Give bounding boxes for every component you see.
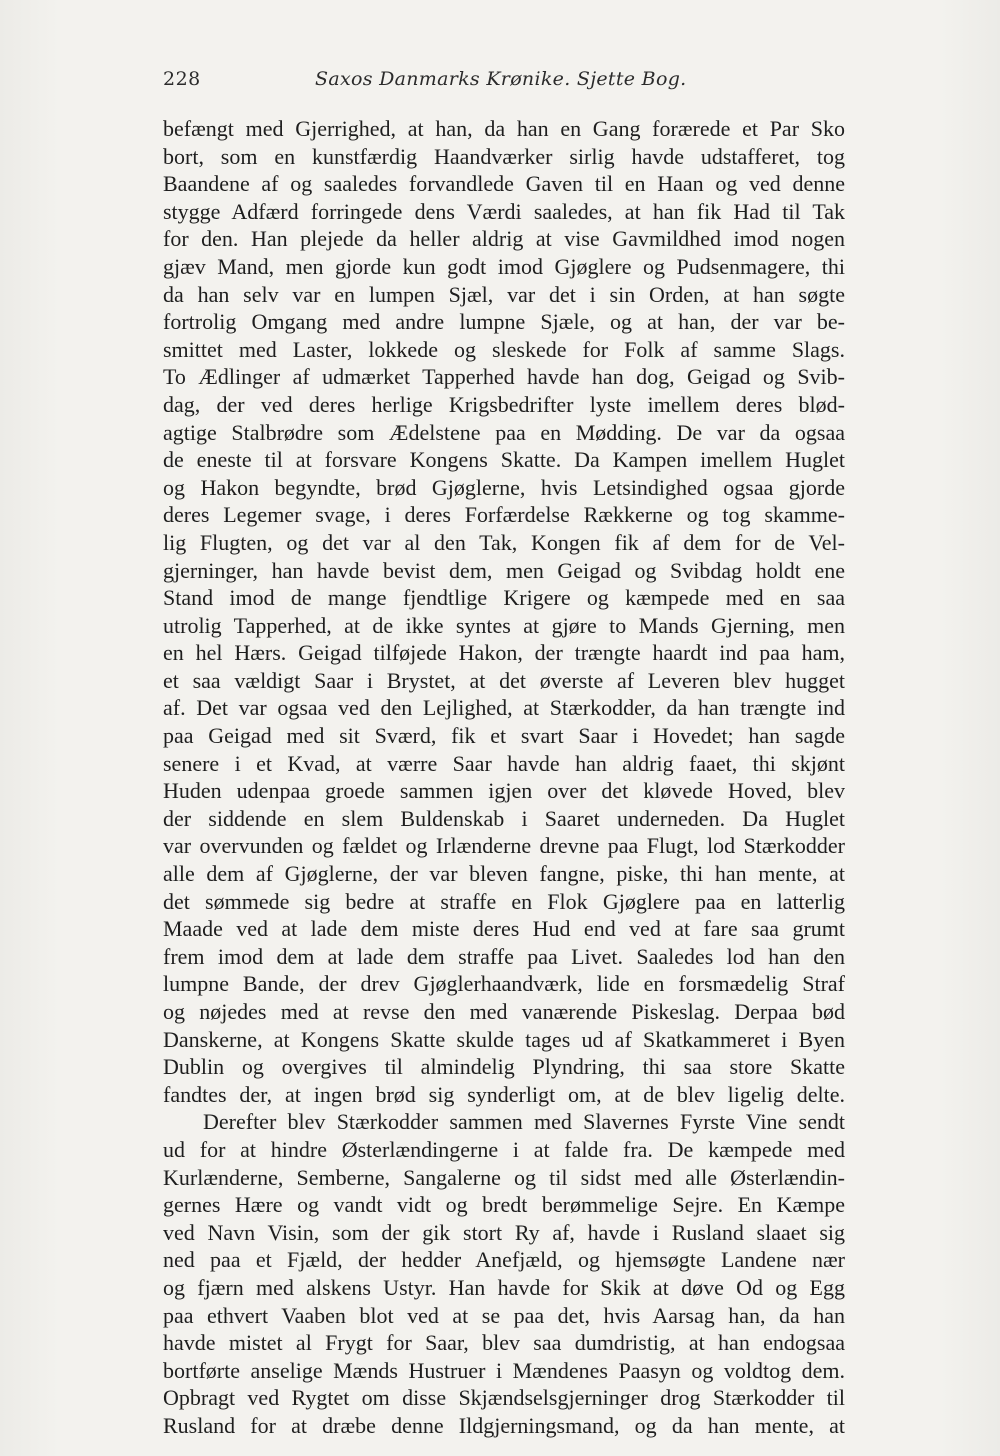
- text-line: gjæv Mand, men gjorde kun godt imod Gjøglere og Pudsenmagere, thi: [163, 253, 845, 279]
- text-line: To Ædlinger af udmærket Tapperhed havde han dog, Geigad og Svib-: [163, 364, 845, 390]
- text-line: fortrolig Omgang med andre lumpne Sjæle, og at han, der var be-: [163, 309, 845, 335]
- text-line: agtige Stalbrødre som Ædelstene paa en Mødding. De var da ogsaa: [163, 419, 845, 445]
- body-text: [163, 115, 845, 1440]
- text-line: af. Det var ogsaa ved den Lejlighed, at Stærkodder, da han trængte ind: [163, 695, 845, 721]
- text-line: befængt med Gjerrighed, at han, da han en Gang forærede et Par Sko: [163, 116, 845, 141]
- text-line: ved Navn Visin, som der gik stort Ry af, havde i Rusland slaaet sig: [163, 1219, 845, 1245]
- text-line: bortførte anselige Mænds Hustruer i Mændenes Paasyn og voldtog dem.: [163, 1357, 845, 1383]
- text-line: bort, som en kunstfærdig Haandværker sirlig havde udstafferet, tog: [163, 143, 845, 169]
- text-line: Derefter blev Stærkodder sammen med Slavernes Fyrste Vine sendt: [203, 1109, 845, 1135]
- text-line: havde mistet al Frygt for Saar, blev saa dumdristig, at han endogsaa: [163, 1330, 845, 1356]
- text-line: stygge Adfærd forringede dens Værdi saaledes, at han fik Had til Tak: [163, 198, 845, 224]
- text-line: paa Geigad med sit Sværd, fik et svart Saar i Hovedet; han sagde: [163, 723, 845, 749]
- text-line: Kurlænderne, Semberne, Sangalerne og til sidst med alle Østerlændin-: [163, 1164, 845, 1190]
- text-line: gernes Hære og vandt vidt og bredt berømmelige Sejre. En Kæmpe: [163, 1192, 845, 1218]
- text-line: Danskerne, at Kongens Skatte skulde tages ud af Skatkammeret i Byen: [163, 1026, 845, 1052]
- text-line: var overvunden og fældet og Irlænderne drevne paa Flugt, lod Stærkodder: [163, 833, 845, 859]
- text-line: utrolig Tapperhed, at de ikke syntes at gjøre to Mands Gjerning, men: [163, 612, 845, 638]
- text-line: for den. Han plejede da heller aldrig at vise Gavmildhed imod nogen: [163, 226, 845, 252]
- page-header: [163, 66, 843, 98]
- text-line: Opbragt ved Rygtet om disse Skjændselsgjerninger drog Stærkodder til: [163, 1385, 845, 1411]
- text-line: Stand imod de mange fjendtlige Krigere og kæmpede med en saa: [163, 585, 845, 611]
- text-line: frem imod dem at lade dem straffe paa Livet. Saaledes lod han den: [163, 943, 845, 969]
- text-line: senere i et Kvad, at værre Saar havde han aldrig faaet, thi skjønt: [163, 750, 845, 776]
- text-line: paa ethvert Vaaben blot ved at se paa det, hvis Aarsag han, da han: [163, 1302, 845, 1328]
- text-line: ud for at hindre Østerlændingerne i at falde fra. De kæmpede med: [163, 1136, 845, 1162]
- running-title: Saxos Danmarks Krønike. Sjette Bog.: [315, 68, 687, 90]
- page-number: 228: [163, 68, 201, 90]
- text-line: deres Legemer svage, i deres Forfærdelse Rækkerne og tog skamme-: [163, 502, 845, 528]
- text-line: og fjærn med alskens Ustyr. Han havde for Skik at døve Od og Egg: [163, 1274, 845, 1300]
- text-line: ned paa et Fjæld, der hedder Anefjæld, og hjemsøgte Landene nær: [163, 1247, 845, 1273]
- text-line: fandtes der, at ingen brød sig synderligt om, at de blev ligelig delte.: [163, 1081, 845, 1107]
- text-line: gjerninger, han havde bevist dem, men Geigad og Svibdag holdt ene: [163, 557, 845, 583]
- text-line: Baandene af og saaledes forvandlede Gaven til en Haan og ved denne: [163, 171, 845, 197]
- text-line: Rusland for at dræbe denne Ildgjerningsmand, og da han mente, at: [163, 1412, 845, 1438]
- text-line: et saa vældigt Saar i Brystet, at det øverste af Leveren blev hugget: [163, 667, 845, 693]
- text-line: og nøjedes med at revse den med vanærende Piskeslag. Derpaa bød: [163, 999, 845, 1024]
- text-line: Dublin og overgives til almindelig Plyndring, thi saa store Skatte: [163, 1054, 845, 1080]
- text-line: det sømmede sig bedre at straffe en Flok Gjøglere paa en latterlig: [163, 888, 845, 914]
- text-line: de eneste til at forsvare Kongens Skatte. Da Kampen imellem Huglet: [163, 447, 845, 473]
- text-line: Huden udenpaa groede sammen igjen over det kløvede Hoved, blev: [163, 778, 845, 804]
- text-line: da han selv var en lumpen Sjæl, var det i sin Orden, at han søgte: [163, 281, 845, 307]
- text-line: og Hakon begyndte, brød Gjøglerne, hvis Letsindighed ogsaa gjorde: [163, 474, 845, 500]
- text-line: der siddende en slem Buldenskab i Saaret underneden. Da Huglet: [163, 805, 845, 831]
- text-line: smittet med Laster, lokkede og sleskede for Folk af samme Slags.: [163, 336, 845, 362]
- text-line: alle dem af Gjøglerne, der var bleven fangne, piske, thi han mente, at: [163, 861, 845, 887]
- text-line: en hel Hærs. Geigad tilføjede Hakon, der trængte haardt ind paa ham,: [163, 640, 845, 666]
- text-line: lumpne Bande, der drev Gjøglerhaandværk, lide en forsmædelig Straf: [163, 971, 845, 997]
- text-line: dag, der ved deres herlige Krigsbedrifter lyste imellem deres blød-: [163, 391, 845, 417]
- text-line: Maade ved at lade dem miste deres Hud end ved at fare saa grumt: [163, 916, 845, 942]
- text-line: lig Flugten, og det var al den Tak, Kongen fik af dem for de Vel-: [163, 529, 845, 555]
